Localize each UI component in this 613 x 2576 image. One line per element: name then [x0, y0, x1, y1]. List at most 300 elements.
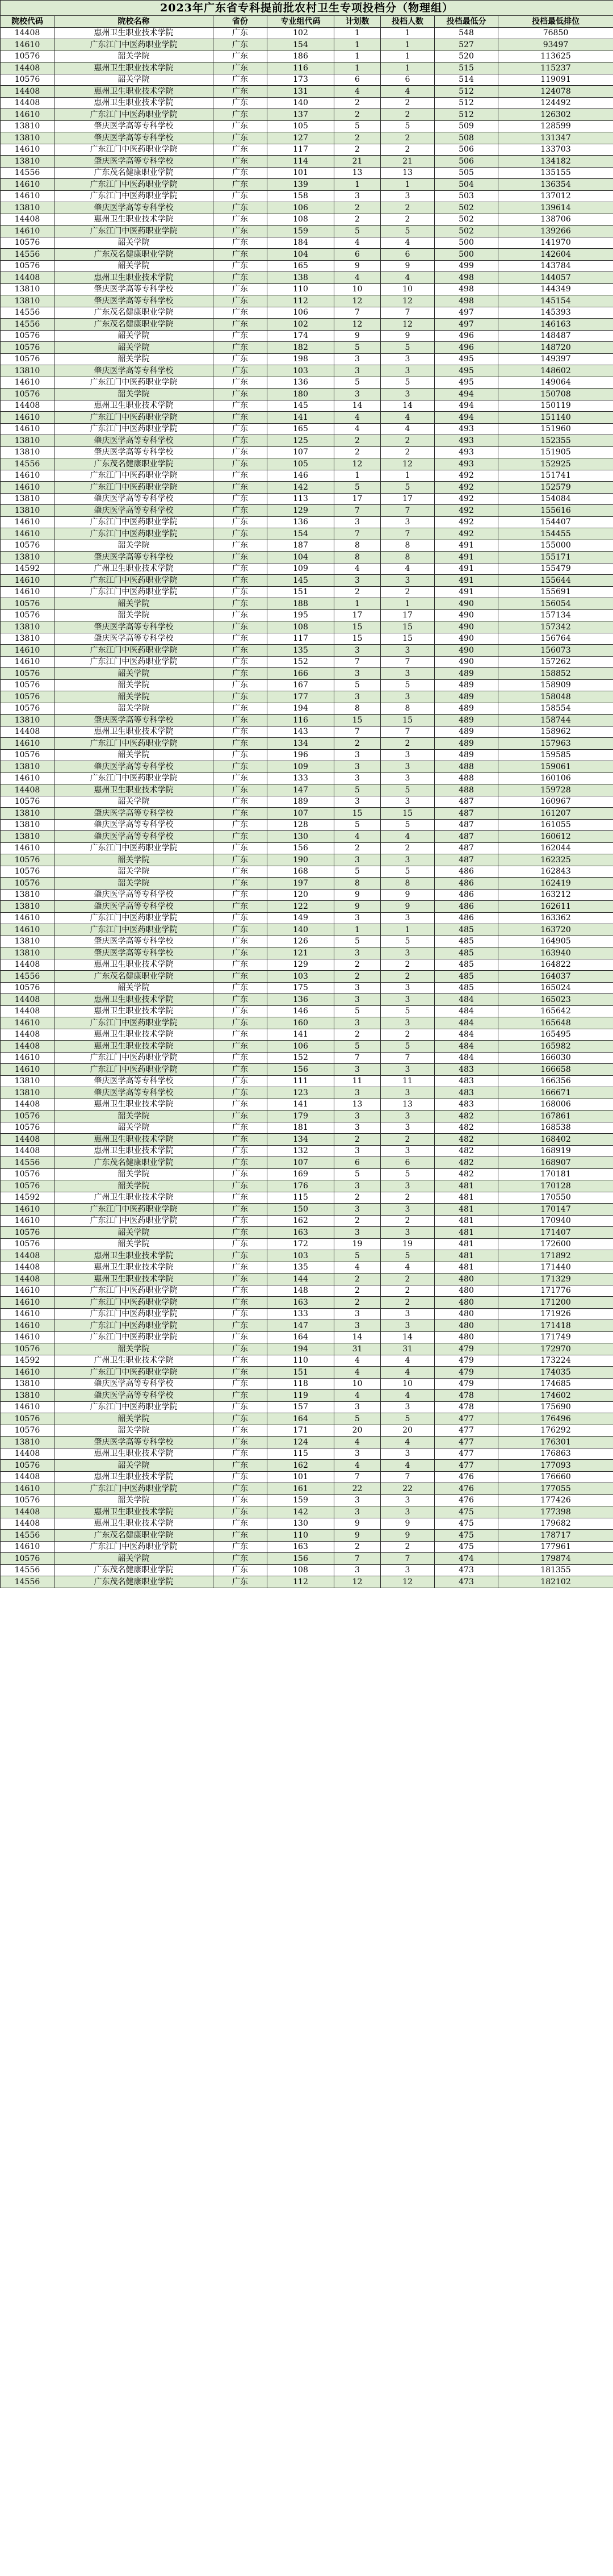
cell-admitted-count: 4 [381, 1390, 435, 1402]
table-row [1, 226, 613, 237]
cell-province: 广东 [213, 1145, 267, 1157]
cell-province: 广东 [213, 1308, 267, 1320]
cell-min-rank: 163940 [498, 947, 613, 959]
cell-school-name: 广东江门中医药职业学院 [54, 516, 213, 528]
table-row [1, 435, 613, 447]
cell-school-name: 广东江门中医药职业学院 [54, 1285, 213, 1297]
cell-min-score: 481 [435, 1250, 498, 1262]
cell-major-group-code: 139 [267, 179, 334, 191]
cell-min-rank: 176660 [498, 1471, 613, 1483]
cell-plan-count: 4 [334, 1460, 381, 1472]
cell-major-group-code: 107 [267, 446, 334, 458]
table-row [1, 446, 613, 458]
cell-school-name: 广东江门中医药职业学院 [54, 470, 213, 482]
cell-major-group-code: 130 [267, 831, 334, 843]
cell-school-code: 14408 [1, 1448, 54, 1460]
cell-admitted-count: 3 [381, 1204, 435, 1216]
cell-admitted-count: 3 [381, 575, 435, 587]
table-row [1, 400, 613, 412]
cell-plan-count: 3 [334, 645, 381, 657]
cell-province: 广东 [213, 446, 267, 458]
cell-school-name: 广东江门中医药职业学院 [54, 1297, 213, 1309]
cell-min-rank: 128599 [498, 120, 613, 132]
cell-min-score: 480 [435, 1285, 498, 1297]
cell-school-code: 13810 [1, 202, 54, 214]
cell-admitted-count: 12 [381, 1576, 435, 1588]
cell-plan-count: 4 [334, 1262, 381, 1274]
cell-province: 广东 [213, 516, 267, 528]
cell-min-score: 488 [435, 773, 498, 784]
cell-admitted-count: 2 [381, 959, 435, 971]
cell-plan-count: 3 [334, 982, 381, 994]
cell-min-score: 476 [435, 1494, 498, 1506]
cell-school-code: 14610 [1, 39, 54, 51]
cell-plan-count: 3 [334, 1204, 381, 1216]
cell-school-code: 14556 [1, 167, 54, 179]
cell-plan-count: 8 [334, 552, 381, 563]
cell-school-code: 14610 [1, 924, 54, 936]
cell-admitted-count: 5 [381, 1168, 435, 1180]
cell-province: 广东 [213, 982, 267, 994]
cell-plan-count: 5 [334, 1168, 381, 1180]
cell-min-score: 491 [435, 563, 498, 575]
cell-admitted-count: 17 [381, 609, 435, 621]
cell-min-score: 477 [435, 1448, 498, 1460]
cell-min-rank: 160106 [498, 773, 613, 784]
cell-school-name: 肇庆医学高等专科学校 [54, 808, 213, 820]
cell-school-name: 肇庆医学高等专科学校 [54, 505, 213, 517]
cell-province: 广东 [213, 1297, 267, 1309]
cell-admitted-count: 8 [381, 540, 435, 552]
cell-province: 广东 [213, 342, 267, 354]
cell-major-group-code: 173 [267, 74, 334, 86]
cell-min-score: 487 [435, 819, 498, 831]
cell-school-name: 广东江门中医药职业学院 [54, 1401, 213, 1413]
table-row [1, 109, 613, 121]
table-row [1, 842, 613, 854]
cell-major-group-code: 174 [267, 330, 334, 342]
cell-province: 广东 [213, 1052, 267, 1064]
cell-major-group-code: 145 [267, 575, 334, 587]
table-row [1, 1460, 613, 1472]
cell-min-rank: 156054 [498, 598, 613, 610]
cell-school-code: 14610 [1, 1017, 54, 1029]
cell-min-rank: 139266 [498, 226, 613, 237]
cell-min-rank: 165648 [498, 1017, 613, 1029]
table-row [1, 1052, 613, 1064]
table-row [1, 1110, 613, 1122]
cell-admitted-count: 17 [381, 493, 435, 505]
cell-plan-count: 4 [334, 1437, 381, 1448]
cell-school-name: 韶关学院 [54, 749, 213, 761]
cell-admitted-count: 2 [381, 214, 435, 226]
cell-province: 广东 [213, 86, 267, 98]
cell-min-rank: 154084 [498, 493, 613, 505]
cell-school-code: 14408 [1, 726, 54, 738]
cell-min-score: 483 [435, 1087, 498, 1099]
cell-school-code: 13810 [1, 1087, 54, 1099]
table-row [1, 586, 613, 598]
cell-admitted-count: 2 [381, 202, 435, 214]
cell-major-group-code: 167 [267, 679, 334, 691]
cell-major-group-code: 119 [267, 1390, 334, 1402]
cell-major-group-code: 141 [267, 1099, 334, 1110]
cell-min-score: 473 [435, 1564, 498, 1576]
cell-min-score: 488 [435, 761, 498, 773]
cell-admitted-count: 4 [381, 1367, 435, 1379]
cell-major-group-code: 190 [267, 854, 334, 866]
cell-school-code: 14408 [1, 62, 54, 74]
cell-min-rank: 165024 [498, 982, 613, 994]
cell-school-code: 14556 [1, 1564, 54, 1576]
cell-school-name: 韶关学院 [54, 1238, 213, 1250]
cell-school-name: 韶关学院 [54, 796, 213, 808]
cell-plan-count: 2 [334, 971, 381, 983]
cell-major-group-code: 135 [267, 645, 334, 657]
cell-plan-count: 3 [334, 691, 381, 703]
cell-major-group-code: 111 [267, 1075, 334, 1087]
cell-province: 广东 [213, 1425, 267, 1437]
cell-admitted-count: 1 [381, 179, 435, 191]
cell-min-rank: 158909 [498, 679, 613, 691]
cell-major-group-code: 154 [267, 528, 334, 540]
cell-admitted-count: 2 [381, 1134, 435, 1146]
cell-min-rank: 139614 [498, 202, 613, 214]
table-row [1, 691, 613, 703]
table-row [1, 86, 613, 98]
cell-school-name: 肇庆医学高等专科学校 [54, 446, 213, 458]
table-row [1, 1005, 613, 1017]
cell-school-code: 13810 [1, 132, 54, 144]
cell-min-score: 486 [435, 866, 498, 878]
table-row [1, 1087, 613, 1099]
cell-admitted-count: 5 [381, 819, 435, 831]
cell-plan-count: 3 [334, 912, 381, 924]
cell-min-score: 485 [435, 924, 498, 936]
cell-school-code: 14610 [1, 912, 54, 924]
cell-province: 广东 [213, 703, 267, 715]
cell-school-code: 13810 [1, 365, 54, 377]
cell-min-score: 484 [435, 1041, 498, 1053]
table-row [1, 1401, 613, 1413]
cell-school-code: 14408 [1, 1250, 54, 1262]
cell-school-code: 14610 [1, 1541, 54, 1553]
cell-school-name: 韶关学院 [54, 1180, 213, 1192]
cell-school-name: 广东江门中医药职业学院 [54, 1541, 213, 1553]
cell-min-rank: 161055 [498, 819, 613, 831]
cell-major-group-code: 171 [267, 1425, 334, 1437]
cell-major-group-code: 143 [267, 726, 334, 738]
cell-min-rank: 182102 [498, 1576, 613, 1588]
cell-min-score: 478 [435, 1401, 498, 1413]
cell-major-group-code: 112 [267, 295, 334, 307]
cell-min-rank: 148602 [498, 365, 613, 377]
cell-admitted-count: 13 [381, 1099, 435, 1110]
cell-min-rank: 165982 [498, 1041, 613, 1053]
cell-plan-count: 21 [334, 156, 381, 168]
cell-admitted-count: 9 [381, 330, 435, 342]
cell-major-group-code: 196 [267, 749, 334, 761]
cell-school-name: 韶关学院 [54, 1413, 213, 1425]
cell-admitted-count: 3 [381, 1145, 435, 1157]
cell-school-name: 广东江门中医药职业学院 [54, 1204, 213, 1216]
cell-plan-count: 11 [334, 1075, 381, 1087]
cell-plan-count: 1 [334, 51, 381, 62]
cell-major-group-code: 194 [267, 703, 334, 715]
cell-school-name: 广东江门中医药职业学院 [54, 773, 213, 784]
cell-school-name: 韶关学院 [54, 74, 213, 86]
cell-school-code: 14610 [1, 575, 54, 587]
cell-school-name: 韶关学院 [54, 609, 213, 621]
cell-min-score: 503 [435, 190, 498, 202]
cell-admitted-count: 6 [381, 249, 435, 261]
cell-province: 广东 [213, 796, 267, 808]
table-row [1, 854, 613, 866]
cell-school-code: 14556 [1, 1530, 54, 1542]
cell-min-score: 480 [435, 1331, 498, 1343]
cell-major-group-code: 186 [267, 51, 334, 62]
cell-school-name: 肇庆医学高等专科学校 [54, 132, 213, 144]
cell-admitted-count: 4 [381, 1262, 435, 1274]
cell-min-rank: 176301 [498, 1437, 613, 1448]
cell-min-rank: 143784 [498, 260, 613, 272]
table-row [1, 307, 613, 319]
cell-min-rank: 152579 [498, 482, 613, 494]
cell-school-name: 惠州卫生职业技术学院 [54, 86, 213, 98]
table-row [1, 1541, 613, 1553]
cell-major-group-code: 132 [267, 1145, 334, 1157]
cell-min-score: 494 [435, 400, 498, 412]
cell-province: 广东 [213, 842, 267, 854]
cell-major-group-code: 160 [267, 1017, 334, 1029]
cell-plan-count: 2 [334, 1274, 381, 1285]
table-row [1, 1553, 613, 1565]
table-row [1, 1471, 613, 1483]
cell-school-code: 10576 [1, 540, 54, 552]
cell-min-rank: 154455 [498, 528, 613, 540]
cell-school-code: 10576 [1, 1553, 54, 1565]
cell-school-code: 13810 [1, 120, 54, 132]
table-row [1, 703, 613, 715]
cell-admitted-count: 3 [381, 190, 435, 202]
table-row [1, 633, 613, 645]
cell-school-code: 14408 [1, 27, 54, 39]
cell-min-score: 506 [435, 144, 498, 156]
cell-min-rank: 137012 [498, 190, 613, 202]
cell-school-code: 10576 [1, 982, 54, 994]
cell-major-group-code: 116 [267, 62, 334, 74]
cell-min-score: 489 [435, 703, 498, 715]
cell-plan-count: 5 [334, 866, 381, 878]
cell-province: 广东 [213, 889, 267, 901]
cell-min-score: 500 [435, 249, 498, 261]
table-row [1, 761, 613, 773]
cell-min-rank: 171329 [498, 1274, 613, 1285]
cell-major-group-code: 129 [267, 959, 334, 971]
cell-school-name: 广东江门中医药职业学院 [54, 190, 213, 202]
cell-province: 广东 [213, 1390, 267, 1402]
cell-school-code: 13810 [1, 808, 54, 820]
table-row [1, 1367, 613, 1379]
cell-major-group-code: 115 [267, 1448, 334, 1460]
cell-province: 广东 [213, 586, 267, 598]
table-row [1, 621, 613, 633]
cell-plan-count: 9 [334, 1530, 381, 1542]
cell-admitted-count: 15 [381, 633, 435, 645]
cell-plan-count: 7 [334, 1471, 381, 1483]
cell-school-name: 肇庆医学高等专科学校 [54, 831, 213, 843]
cell-school-name: 广东江门中医药职业学院 [54, 412, 213, 424]
cell-school-name: 韶关学院 [54, 1553, 213, 1565]
cell-major-group-code: 152 [267, 656, 334, 668]
table-row [1, 1064, 613, 1076]
cell-school-code: 14610 [1, 1204, 54, 1216]
cell-min-score: 502 [435, 226, 498, 237]
cell-plan-count: 5 [334, 1250, 381, 1262]
cell-min-rank: 163720 [498, 924, 613, 936]
cell-min-score: 493 [435, 435, 498, 447]
cell-min-score: 486 [435, 878, 498, 890]
cell-admitted-count: 3 [381, 1227, 435, 1239]
cell-min-score: 492 [435, 470, 498, 482]
cell-school-code: 13810 [1, 819, 54, 831]
cell-major-group-code: 163 [267, 1297, 334, 1309]
cell-school-code: 14592 [1, 1355, 54, 1367]
cell-major-group-code: 151 [267, 1367, 334, 1379]
cell-min-rank: 93497 [498, 39, 613, 51]
cell-school-code: 14610 [1, 190, 54, 202]
table-row [1, 330, 613, 342]
cell-major-group-code: 148 [267, 1285, 334, 1297]
table-row [1, 493, 613, 505]
cell-admitted-count: 3 [381, 691, 435, 703]
cell-major-group-code: 188 [267, 598, 334, 610]
table-row [1, 1320, 613, 1332]
cell-province: 广东 [213, 74, 267, 86]
cell-admitted-count: 8 [381, 703, 435, 715]
cell-min-score: 483 [435, 1064, 498, 1076]
cell-min-rank: 124492 [498, 97, 613, 109]
cell-major-group-code: 194 [267, 1343, 334, 1355]
cell-school-code: 14610 [1, 412, 54, 424]
cell-min-score: 487 [435, 831, 498, 843]
cell-major-group-code: 162 [267, 1460, 334, 1472]
cell-major-group-code: 151 [267, 586, 334, 598]
cell-admitted-count: 3 [381, 1064, 435, 1076]
cell-min-score: 481 [435, 1192, 498, 1204]
cell-province: 广东 [213, 1168, 267, 1180]
cell-min-rank: 170550 [498, 1192, 613, 1204]
cell-province: 广东 [213, 878, 267, 890]
cell-plan-count: 31 [334, 1343, 381, 1355]
cell-province: 广东 [213, 330, 267, 342]
cell-admitted-count: 9 [381, 889, 435, 901]
cell-min-score: 496 [435, 330, 498, 342]
cell-province: 广东 [213, 540, 267, 552]
cell-admitted-count: 9 [381, 1518, 435, 1530]
table-row [1, 1494, 613, 1506]
cell-major-group-code: 104 [267, 552, 334, 563]
cell-school-code: 14408 [1, 1041, 54, 1053]
cell-province: 广东 [213, 1460, 267, 1472]
table-row [1, 97, 613, 109]
cell-school-name: 韶关学院 [54, 1460, 213, 1472]
cell-province: 广东 [213, 1134, 267, 1146]
cell-min-score: 495 [435, 377, 498, 389]
cell-major-group-code: 109 [267, 563, 334, 575]
cell-min-score: 476 [435, 1483, 498, 1495]
cell-school-name: 肇庆医学高等专科学校 [54, 901, 213, 913]
cell-min-score: 487 [435, 854, 498, 866]
cell-school-name: 韶关学院 [54, 260, 213, 272]
table-row [1, 470, 613, 482]
cell-major-group-code: 110 [267, 283, 334, 295]
cell-school-code: 14408 [1, 1506, 54, 1518]
cell-school-name: 广东江门中医药职业学院 [54, 144, 213, 156]
header-province: 省份 [213, 16, 267, 28]
cell-province: 广东 [213, 167, 267, 179]
cell-school-name: 惠州卫生职业技术学院 [54, 1099, 213, 1110]
cell-min-rank: 176292 [498, 1425, 613, 1437]
cell-school-code: 14610 [1, 470, 54, 482]
cell-school-code: 14556 [1, 1157, 54, 1169]
cell-major-group-code: 176 [267, 1180, 334, 1192]
table-row [1, 1308, 613, 1320]
cell-school-code: 13810 [1, 1437, 54, 1448]
cell-major-group-code: 168 [267, 866, 334, 878]
cell-major-group-code: 128 [267, 819, 334, 831]
cell-school-name: 韶关学院 [54, 691, 213, 703]
cell-school-code: 14592 [1, 1192, 54, 1204]
cell-min-rank: 157963 [498, 738, 613, 750]
cell-min-rank: 148487 [498, 330, 613, 342]
cell-school-code: 14408 [1, 86, 54, 98]
cell-min-rank: 176863 [498, 1448, 613, 1460]
cell-school-code: 13810 [1, 715, 54, 727]
cell-school-code: 10576 [1, 598, 54, 610]
cell-school-code: 10576 [1, 237, 54, 249]
cell-min-rank: 154407 [498, 516, 613, 528]
cell-plan-count: 3 [334, 389, 381, 400]
cell-school-name: 惠州卫生职业技术学院 [54, 1448, 213, 1460]
cell-major-group-code: 110 [267, 1530, 334, 1542]
cell-admitted-count: 14 [381, 1331, 435, 1343]
cell-school-name: 广东江门中医药职业学院 [54, 842, 213, 854]
cell-school-name: 广东江门中医药职业学院 [54, 528, 213, 540]
cell-min-score: 482 [435, 1157, 498, 1169]
cell-province: 广东 [213, 1437, 267, 1448]
header-plan-count: 计划数 [334, 16, 381, 28]
cell-min-score: 475 [435, 1506, 498, 1518]
cell-major-group-code: 179 [267, 1110, 334, 1122]
cell-province: 广东 [213, 353, 267, 365]
table-row [1, 1250, 613, 1262]
cell-min-rank: 160967 [498, 796, 613, 808]
cell-school-name: 广东茂名健康职业学院 [54, 1530, 213, 1542]
table-row [1, 1238, 613, 1250]
table-row [1, 412, 613, 424]
cell-province: 广东 [213, 1017, 267, 1029]
cell-school-name: 韶关学院 [54, 668, 213, 680]
cell-school-name: 肇庆医学高等专科学校 [54, 365, 213, 377]
cell-min-rank: 165023 [498, 994, 613, 1006]
cell-school-code: 14610 [1, 773, 54, 784]
cell-province: 广东 [213, 773, 267, 784]
cell-school-code: 14556 [1, 307, 54, 319]
cell-plan-count: 5 [334, 342, 381, 354]
cell-major-group-code: 161 [267, 1483, 334, 1495]
cell-admitted-count: 15 [381, 715, 435, 727]
